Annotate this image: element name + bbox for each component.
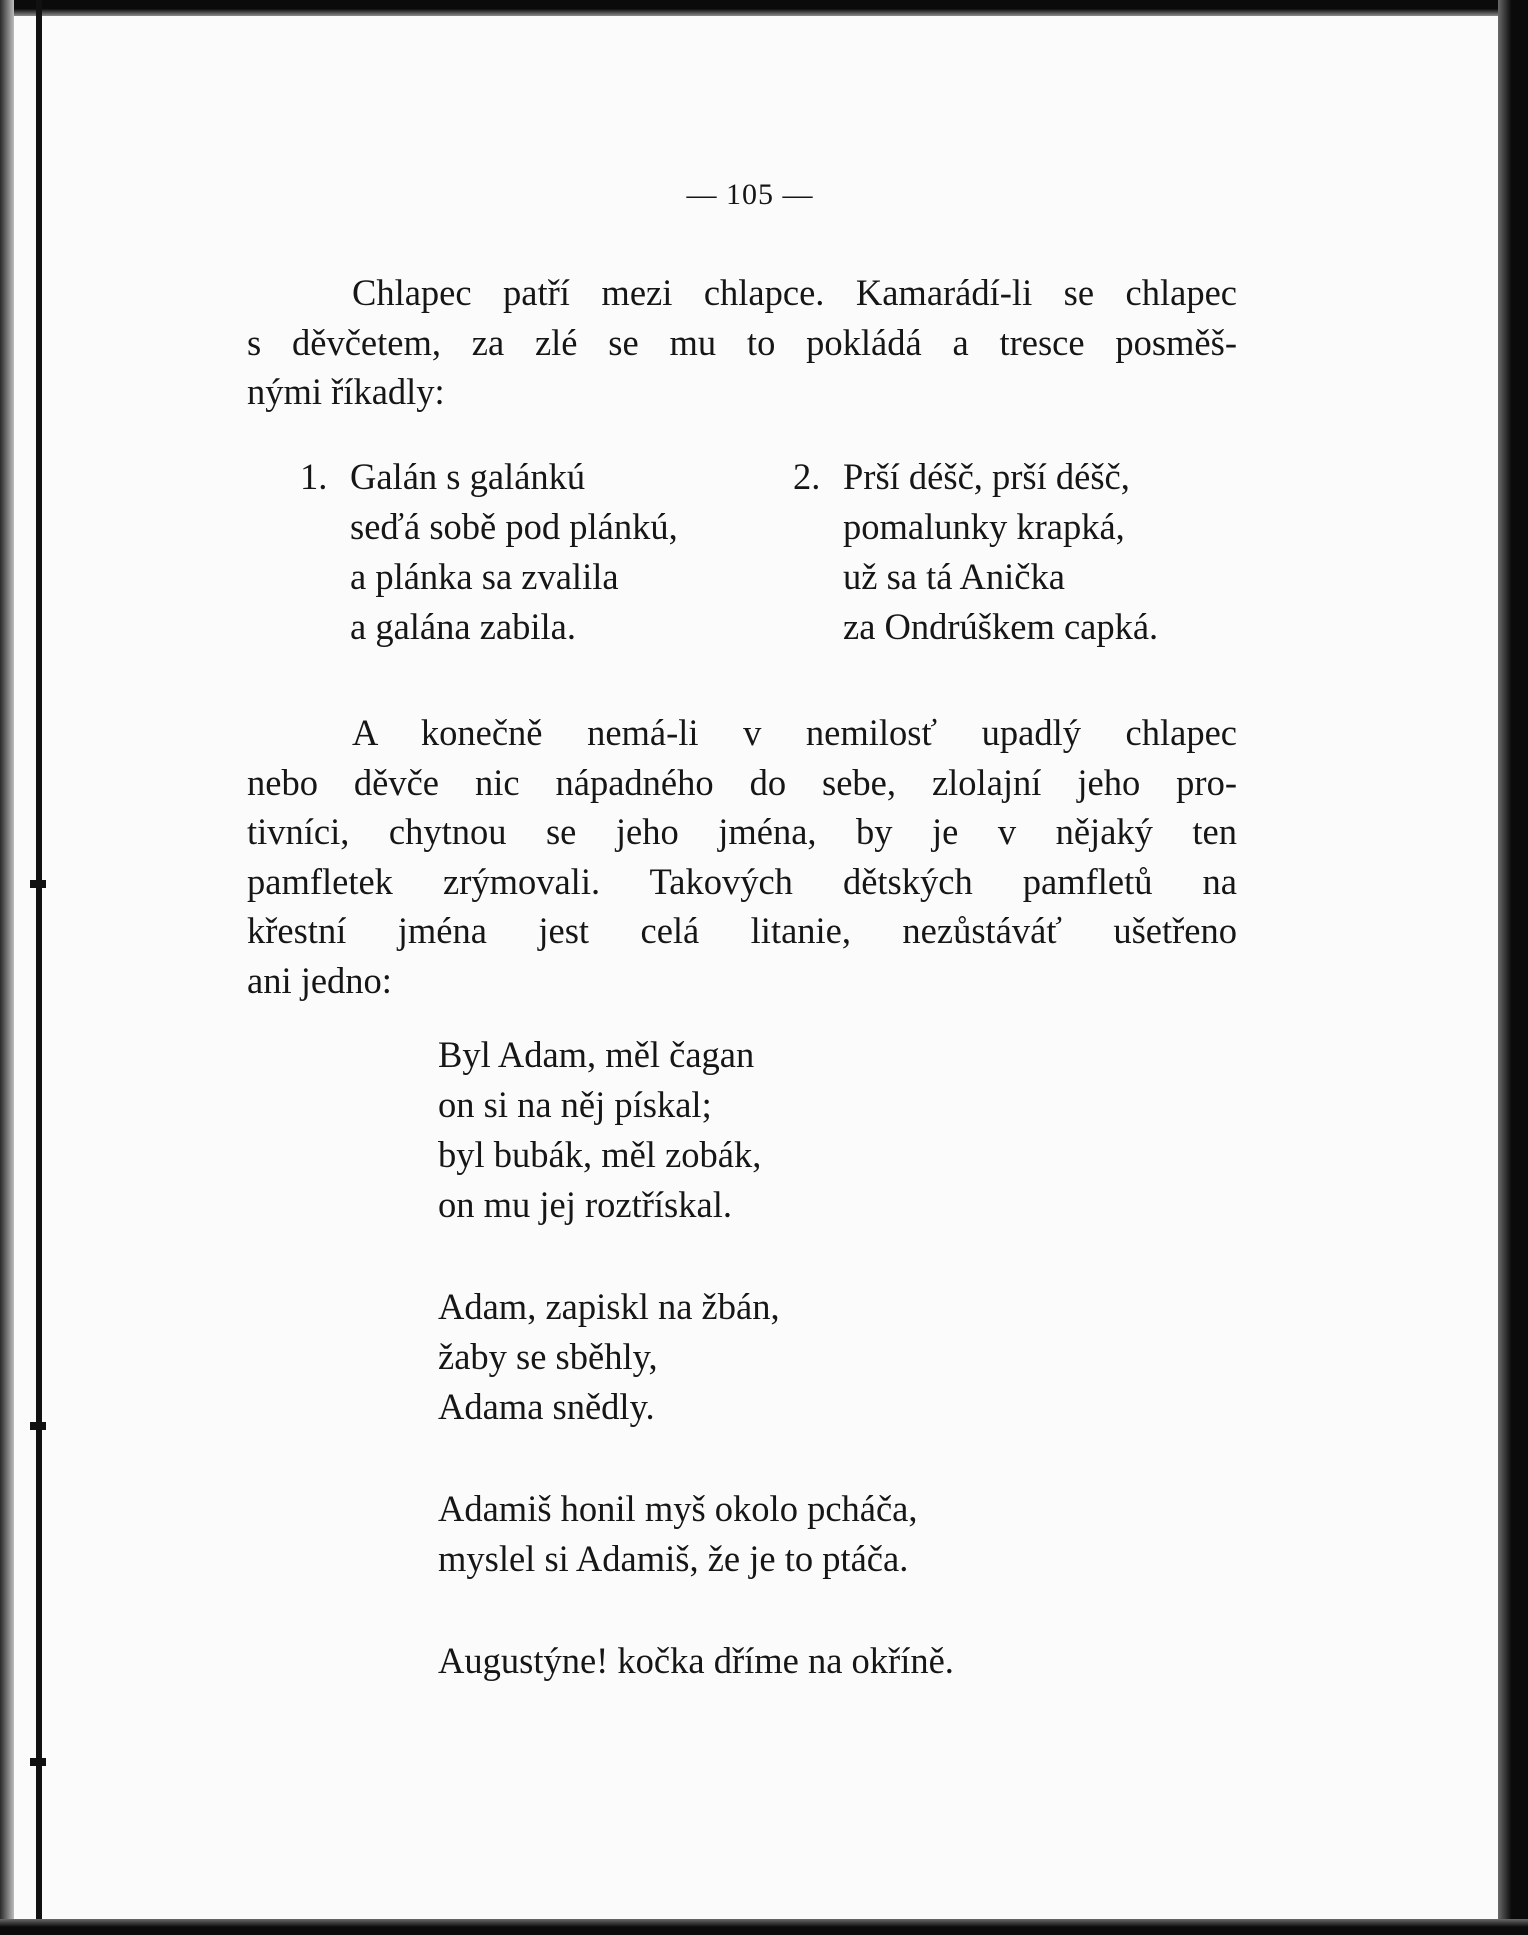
- verse-line: on si na něj pískal;: [438, 1084, 712, 1125]
- rhyme-2: [793, 452, 1159, 652]
- verse-line: a galána zabila.: [350, 606, 576, 647]
- verse-line: už sa tá Anička: [843, 556, 1065, 597]
- rhyme-1: [300, 452, 678, 652]
- verse-line: on mu jej roztřískal.: [438, 1184, 732, 1225]
- verse-line: žaby se sběhly,: [438, 1336, 658, 1377]
- verse-line: Adam, zapiskl na žbán,: [438, 1286, 780, 1327]
- verse-line: Byl Adam, měl čagan: [438, 1034, 755, 1075]
- paragraph-intro: [247, 268, 1237, 417]
- verse-line: za Ondrúškem capká.: [843, 606, 1159, 647]
- text-line: A konečně nemá-li v nemilosť upadlý chlapec: [352, 712, 1237, 753]
- spine-mark: [30, 880, 46, 888]
- verse-line: byl bubák, měl zobák,: [438, 1134, 762, 1175]
- text-line: křestní jména jest celá litanie, nezůstáváť ušetřeno: [247, 910, 1237, 951]
- verse-stanza: [438, 1484, 954, 1584]
- paragraph-pamphlets: [247, 708, 1237, 1005]
- text-line: s děvčetem, za zlé se mu to pokládá a tresce posměš-: [247, 321, 1237, 363]
- verse-line: Augustýne! kočka dříme na okříně.: [438, 1640, 954, 1681]
- rhyme-number: 2.: [793, 456, 821, 497]
- verse-line: Galán s galánkú: [350, 456, 586, 497]
- verse-line: Adamiš honil myš okolo pcháča,: [438, 1488, 918, 1529]
- spine-mark: [30, 1422, 46, 1430]
- rhyme-number: 1.: [300, 456, 328, 497]
- text-line: ani jedno:: [247, 959, 392, 1001]
- verse-line: seďá sobě pod plánkú,: [350, 506, 678, 547]
- scan-border-left: [0, 0, 14, 1935]
- verse-stanza: [438, 1282, 954, 1432]
- name-verses: [438, 1030, 954, 1738]
- verse-stanza: [438, 1636, 954, 1686]
- verse-line: Adama snědly.: [438, 1386, 655, 1427]
- spine-mark: [30, 1758, 46, 1766]
- scan-border-bottom: [0, 1919, 1528, 1935]
- text-line: nými říkadly:: [247, 371, 445, 412]
- verse-line: myslel si Adamiš, že je to ptáča.: [438, 1538, 909, 1579]
- verse-line: Prší déšč, prší déšč,: [843, 456, 1130, 497]
- verse-line: pomalunky krapká,: [843, 506, 1125, 547]
- text-line: tivníci, chytnou se jeho jména, by je v nějaký ten: [247, 811, 1237, 852]
- text-line: Chlapec patří mezi chlapce. Kamarádí-li se chlapec: [352, 272, 1237, 313]
- text-line: pamfletek zrýmovali. Takových dětských pamfletů na: [247, 860, 1237, 902]
- verse-stanza: [438, 1030, 954, 1230]
- scan-border-top: [0, 0, 1528, 16]
- verse-line: a plánka sa zvalila: [350, 556, 619, 597]
- book-spine-line: [36, 0, 42, 1935]
- page-number: — 105 —: [686, 178, 814, 211]
- scan-border-right: [1498, 0, 1528, 1935]
- text-line: nebo děvče nic nápadného do sebe, zlolajní jeho pro-: [247, 761, 1237, 803]
